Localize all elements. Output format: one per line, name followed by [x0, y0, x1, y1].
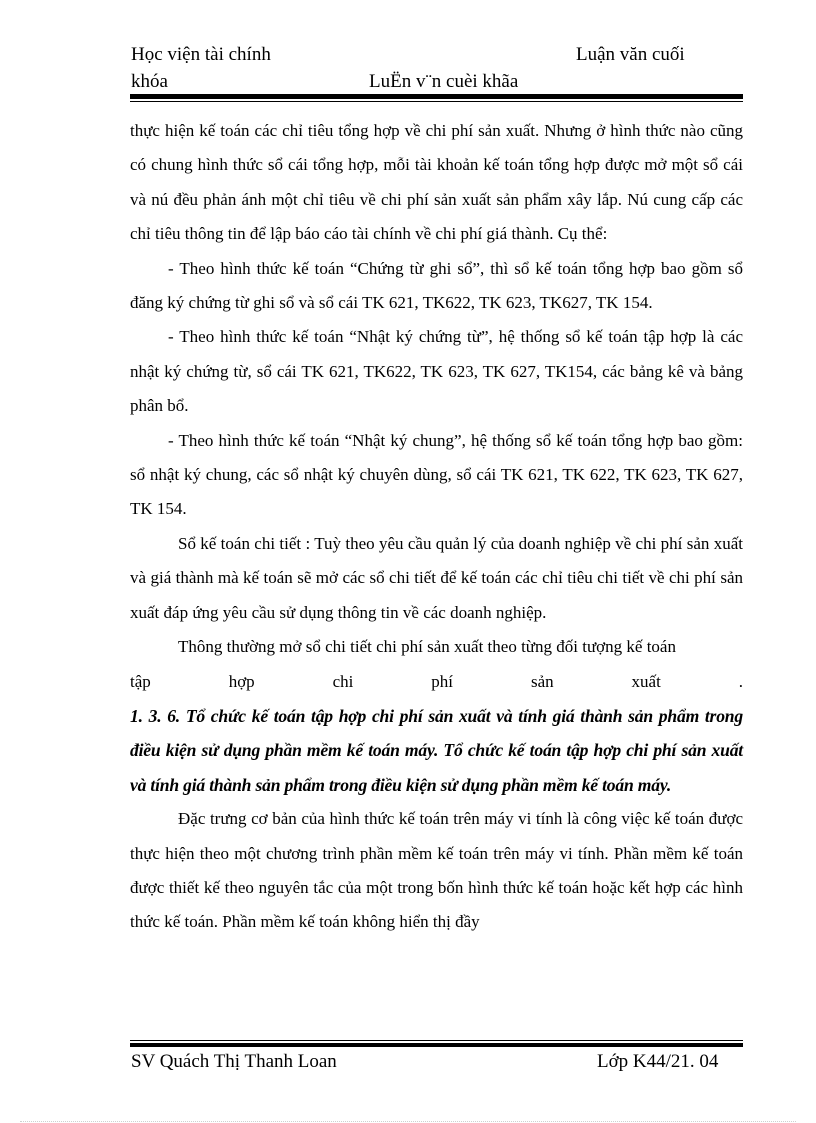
- bullet-paragraph: - Theo hình thức kế toán “Nhật ký chứng từ”, hệ thống sổ kế toán tập hợp là các nhật ký chứng từ, sổ cái TK 621, TK622, TK 623, TK 627, TK154, các bảng kê và bảng phân bổ.: [130, 327, 743, 416]
- footer-class: Lớp K44/21. 04: [597, 1051, 719, 1072]
- header-school: Học viện tài chính: [131, 44, 271, 65]
- page-bottom-divider: [20, 1121, 796, 1122]
- footer-rule-thick: [130, 1043, 743, 1047]
- document-body: [130, 114, 743, 940]
- body-paragraph: thực hiện kế toán các chỉ tiêu tổng hợp về chi phí sản xuất. Nhưng ở hình thức nào cũng có chung hình thức sổ cái tổng hợp, mỗi tài khoản kế toán tổng hợp được mở một sổ cái và nú đều phản ánh một chỉ tiêu về chi phí sản xuất sản phẩm xây lắp. Nú cung cấp các chỉ tiêu thông tin để lập báo cáo tài chính về chi phí giá thành. Cụ thể:: [130, 121, 743, 244]
- header-rule-thin: [130, 101, 743, 102]
- body-paragraph-spread: tập hợp chi phí sản xuất .: [130, 671, 743, 691]
- header-thesis-title-legacy: LuËn v¨n cuèi khãa: [369, 71, 519, 92]
- body-paragraph: Sổ kế toán chi tiết : Tuỳ theo yêu cầu quản lý của doanh nghiệp về chi phí sản xuất và giá thành mà kế toán sẽ mở các sổ chi tiết để kế toán các chỉ tiêu chi tiết về chi phí sản xuất đáp ứng yêu cầu sử dụng thông tin về các doanh nghiệp.: [130, 533, 743, 622]
- header-thesis-title: Luận văn cuối: [576, 44, 685, 65]
- footer-author: SV Quách Thị Thanh Loan: [131, 1051, 337, 1072]
- header-course: khóa: [131, 71, 168, 92]
- body-paragraph: Đặc trưng cơ bản của hình thức kế toán trên máy vi tính là công việc kế toán được thực hiện theo một chương trình phần mềm kế toán trên máy vi tính. Phần mềm kế toán được thiết kế theo nguyên tắc của một trong bốn hình thức kế toán hoặc kết hợp các hình thức kế toán. Phần mềm kế toán không hiển thị đầy: [130, 809, 743, 932]
- header-rule-thick: [130, 94, 743, 99]
- body-paragraph: Thông thường mở sổ chi tiết chi phí sản xuất theo từng đối tượng kế toán: [178, 637, 676, 657]
- bullet-paragraph: - Theo hình thức kế toán “Nhật ký chung”, hệ thống sổ kế toán tổng hợp bao gồm: sổ nhật ký chung, các sổ nhật ký chuyên dùng, sổ cái TK 621, TK 622, TK 623, TK 627, TK 154.: [130, 430, 743, 519]
- footer-rule-thin: [130, 1040, 743, 1041]
- section-heading: 1. 3. 6. Tổ chức kế toán tập hợp chi phí sản xuất và tính giá thành sản phẩm trong điều kiện sử dụng phần mềm kế toán máy. Tổ chức kế toán tập hợp chi phí sản xuất và tính giá thành sản phẩm trong điều kiện sử dụng phần mềm kế toán máy.: [130, 705, 743, 795]
- bullet-paragraph: - Theo hình thức kế toán “Chứng từ ghi sổ”, thì sổ kế toán tổng hợp bao gồm sổ đăng ký chứng từ ghi sổ và sổ cái TK 621, TK622, TK 623, TK627, TK 154.: [130, 258, 743, 313]
